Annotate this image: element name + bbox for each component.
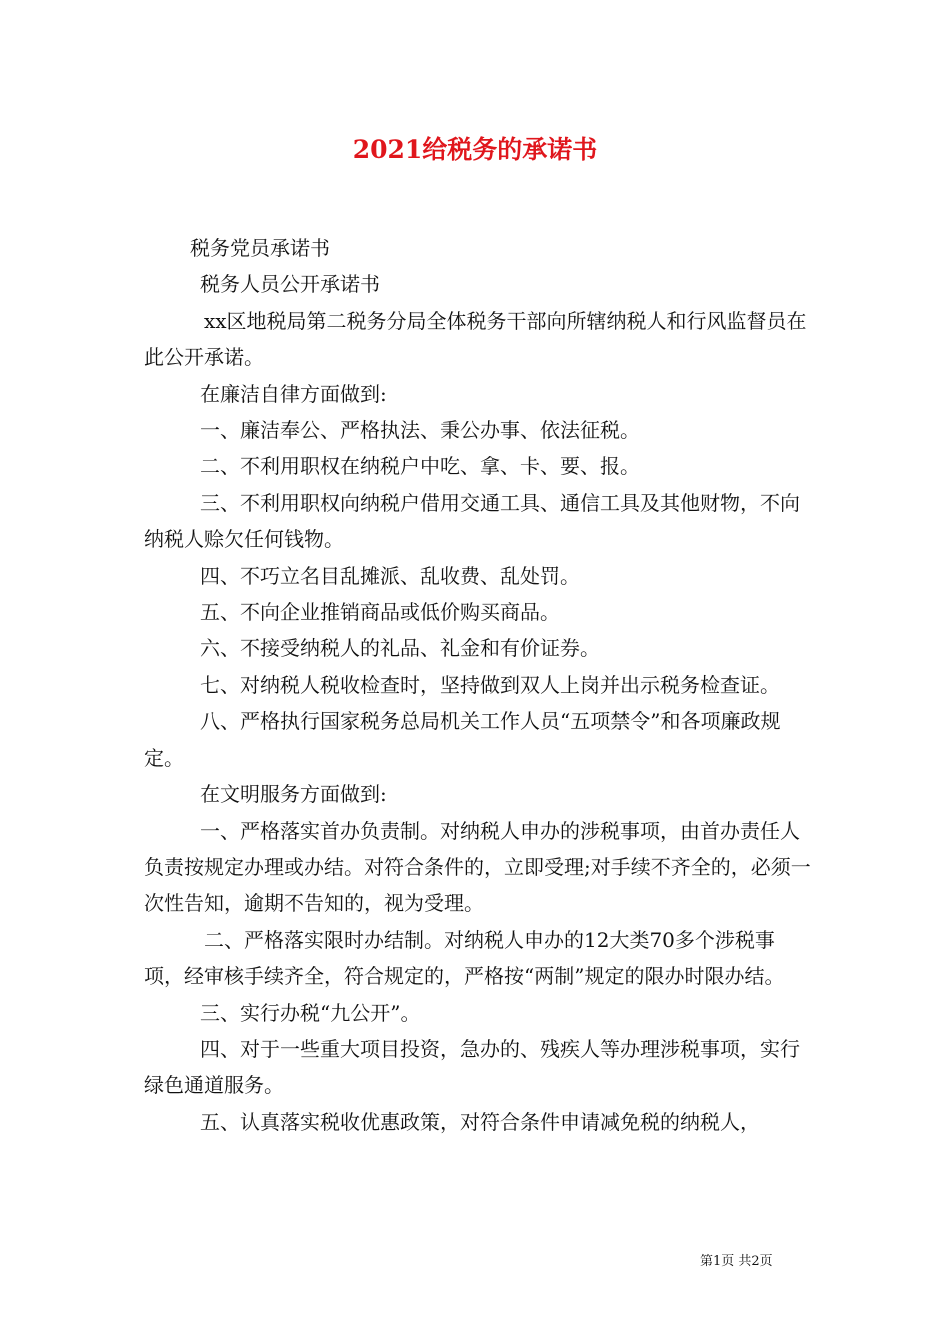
paragraph-4: 在廉洁自律方面做到: — [200, 381, 387, 406]
paragraph-6: 二、不利用职权在纳税户中吃、拿、卡、要、报。 — [200, 454, 640, 479]
paragraph-10: 六、不接受纳税人的礼品、礼金和有价证券。 — [200, 636, 600, 661]
paragraph-9: 五、不向企业推销商品或低价购买商品。 — [200, 600, 560, 625]
paragraph-18: 五、认真落实税收优惠政策，对符合条件申请减免税的纳税人， — [200, 1109, 760, 1134]
document-title: 2021给税务的承诺书 — [352, 135, 598, 164]
paragraph-17: 四、对于一些重大项目投资，急办的、残疾人等办理涉税事项，实行绿色通道服务。 — [144, 1036, 800, 1098]
paragraph-8: 四、不巧立名目乱摊派、乱收费、乱处罚。 — [200, 563, 580, 588]
paragraph-14: 一、严格落实首办负责制。对纳税人申办的涉税事项，由首办责任人负责按规定办理或办结。对符合条件的，立即受理;对手续不齐全的，必须一次性告知，逾期不告知的，视为受理。 — [144, 818, 811, 916]
paragraph-2: 税务人员公开承诺书 — [200, 272, 380, 297]
paragraph-1: 税务党员承诺书 — [190, 236, 330, 260]
paragraph-7: 三、不利用职权向纳税户借用交通工具、通信工具及其他财物，不向纳税人赊欠任何钱物。 — [144, 490, 800, 552]
paragraph-13: 在文明服务方面做到: — [200, 782, 387, 807]
document-body — [144, 230, 812, 1140]
paragraph-11: 七、对纳税人税收检查时，坚持做到双人上岗并出示税务检查证。 — [200, 672, 780, 697]
page-number-footer: 第1页 共2页 — [700, 1254, 773, 1269]
paragraph-16: 三、实行办税“九公开”。 — [200, 1000, 421, 1025]
paragraph-15: 二、严格落实限时办结制。对纳税人申办的12大类70多个涉税事项，经审核手续齐全，符合规定的，严格按“两制”规定的限办时限办结。 — [144, 927, 785, 989]
paragraph-5: 一、廉洁奉公、严格执法、秉公办事、依法征税。 — [200, 418, 640, 443]
paragraph-12: 八、严格执行国家税务总局机关工作人员“五项禁令”和各项廉政规定。 — [144, 709, 781, 770]
paragraph-3: xx区地税局第二税务分局全体税务干部向所辖纳税人和行风监督员在此公开承诺。 — [144, 308, 807, 370]
